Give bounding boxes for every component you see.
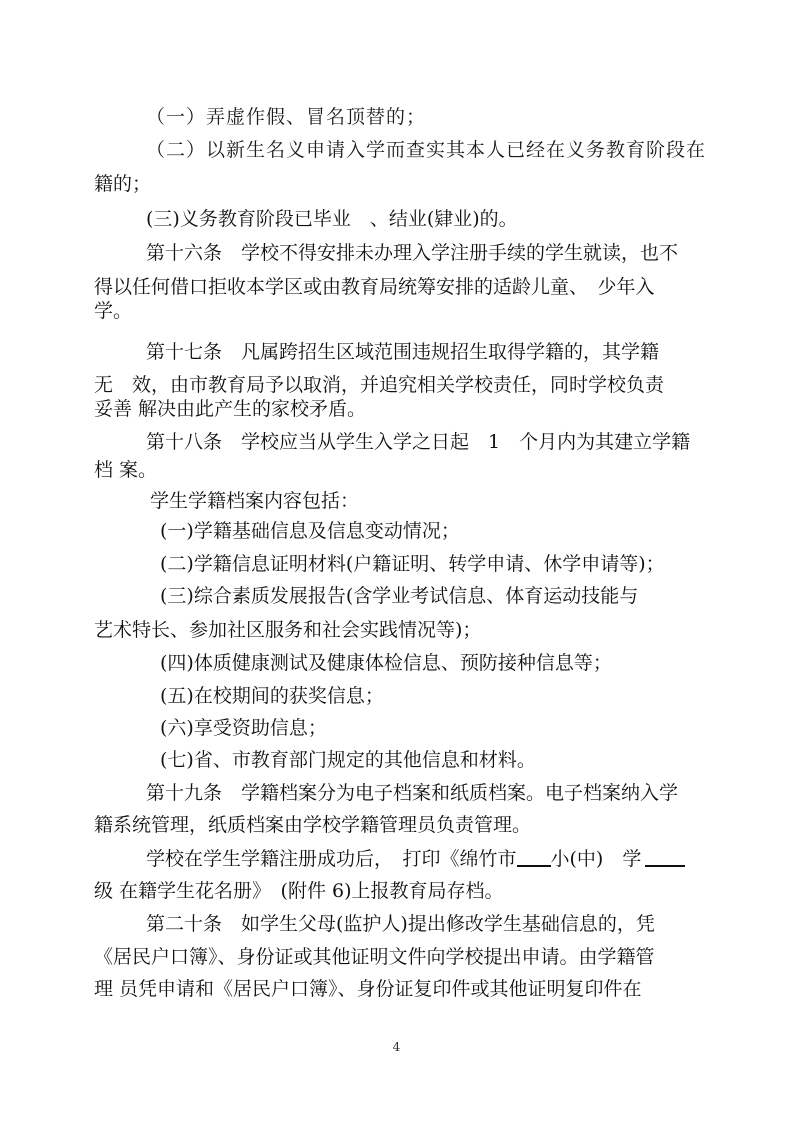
page-number: 4 [392, 1040, 401, 1054]
paragraph-line: （二）以新生名义申请入学而查实其本人已经在义务教育阶段在 [146, 139, 707, 161]
fill-in-blank [517, 847, 551, 867]
paragraph-line: (三)义务教育阶段已毕业 、结业(肄业)的。 [146, 208, 518, 230]
list-item: (五)在校期间的获奖信息； [160, 685, 384, 707]
article-18-line: 第十八条 学校应当从学生入学之日起 1 个月内为其建立学籍 [146, 431, 691, 453]
line-text-part: 小(中) 学 [550, 848, 642, 870]
article-19-line: 第十九条 学籍档案分为电子档案和纸质档案。电子档案纳入学 [146, 782, 679, 804]
paragraph-line: 得以任何借口拒收本学区或由教育局统筹安排的适龄儿童、 少年入 [94, 276, 655, 298]
article-17-line: 第十七条 凡属跨招生区域范围违规招生取得学籍的，其学籍 [146, 341, 660, 363]
paragraph-line: 籍系统管理，纸质档案由学校学籍管理员负责管理。 [94, 814, 532, 836]
paragraph-line: （一）弄虚作假、冒名顶替的； [146, 106, 427, 128]
list-item: (四)体质健康测试及健康体检信息、预防接种信息等； [160, 652, 612, 674]
paragraph-line: 《居民户口簿》、身份证或其他证明文件向学校提出申请。由学籍管 [94, 946, 655, 968]
paragraph-line: 级 在籍学生花名册》 (附件 6)上报教育局存档。 [94, 880, 504, 902]
list-item: (七)省、市教育部门规定的其他信息和材料。 [160, 749, 536, 771]
paragraph-line: 理 员凭申请和《居民户口簿》、身份证复印件或其他证明复印件在 [94, 978, 642, 1000]
paragraph-line: 妥善 解决由此产生的家校矛盾。 [94, 398, 367, 420]
paragraph-line: 学。 [94, 300, 133, 322]
list-item-continuation: 艺术特长、参加社区服务和社会实践情况等)； [94, 619, 482, 641]
paragraph-line-with-blanks [146, 846, 685, 872]
list-item: (二)学籍信息证明材料(户籍证明、转学申请、休学申请等)； [160, 553, 665, 575]
paragraph-line: 无 效，由市教育局予以取消，并追究相关学校责任，同时学校负责 [94, 374, 665, 396]
list-item: (一)学籍基础信息及信息变动情况； [160, 520, 460, 542]
list-item: (三)综合素质发展报告(含学业考试信息、体育运动技能与 [160, 585, 639, 607]
article-16-line: 第十六条 学校不得安排未办理入学注册手续的学生就读，也不 [146, 242, 679, 264]
paragraph-line: 学生学籍档案内容包括： [150, 490, 360, 512]
list-item: (六)享受资助信息； [160, 717, 327, 739]
paragraph-line: 籍的； [94, 173, 152, 195]
line-text-part: 学校在学生学籍注册成功后， 打印《绵竹市 [146, 848, 517, 870]
fill-in-blank [645, 847, 685, 867]
article-20-line: 第二十条 如学生父母(监护人)提出修改学生基础信息的，凭 [146, 913, 655, 935]
paragraph-line: 档 案。 [94, 459, 158, 481]
